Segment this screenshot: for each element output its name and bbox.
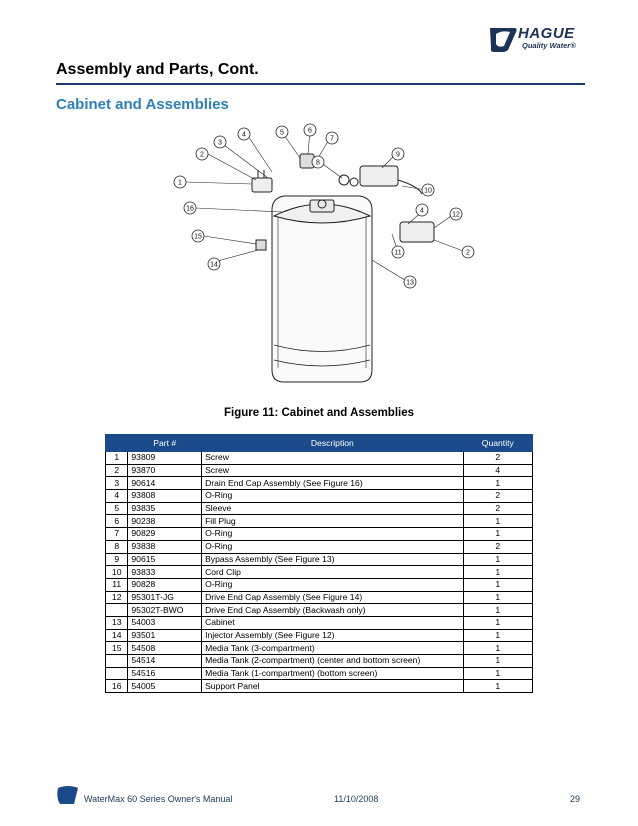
header-quantity: Quantity [463,435,532,452]
callout-label: 9 [396,151,400,159]
callout-label: 14 [210,261,218,269]
cell-description: Drive End Cap Assembly (See Figure 14) [202,591,464,604]
callout-label: 7 [330,135,334,143]
cell-item: 13 [106,616,128,629]
cell-item: 6 [106,515,128,528]
cell-part-number: 95302T-BWO [128,604,202,617]
cell-part-number: 54516 [128,667,202,680]
cell-quantity: 1 [463,680,532,693]
page-number: 29 [570,794,581,804]
cell-description: O-Ring [202,578,464,591]
table-row [106,655,533,668]
cell-part-number: 54005 [128,680,202,693]
table-row [106,578,533,591]
callout-label: 2 [200,151,204,159]
cell-item: 4 [106,490,128,503]
callout-label: 10 [424,187,432,195]
cell-description: Injector Assembly (See Figure 12) [202,629,464,642]
table-row [106,553,533,566]
table-row [106,477,533,490]
cell-part-number: 54508 [128,642,202,655]
table-row [106,515,533,528]
cell-item: 9 [106,553,128,566]
table-row [106,566,533,579]
header-description: Description [202,435,464,452]
section-title: Assembly and Parts, Cont. [56,61,259,78]
cell-quantity: 1 [463,477,532,490]
cell-part-number: 93835 [128,502,202,515]
cell-part-number: 54003 [128,616,202,629]
cell-description: Sleeve [202,502,464,515]
cell-quantity: 1 [463,629,532,642]
cell-quantity: 1 [463,578,532,591]
cell-part-number: 90828 [128,578,202,591]
callout-label: 1 [178,179,182,187]
table-row [106,452,533,465]
callout-label: 12 [452,211,460,219]
cell-quantity: 1 [463,515,532,528]
header-part-number: Part # [128,435,202,452]
cell-description: Cord Clip [202,566,464,579]
cell-description: Cabinet [202,616,464,629]
table-row [106,464,533,477]
table-header-row [106,435,533,452]
parts-table-body [106,452,533,693]
cell-description: O-Ring [202,528,464,541]
cell-quantity: 2 [463,540,532,553]
callout-label: 2 [466,249,470,257]
header-item [106,435,128,452]
cell-description: Drain End Cap Assembly (See Figure 16) [202,477,464,490]
parts-table [105,434,533,693]
cell-item: 15 [106,642,128,655]
cell-part-number: 93838 [128,540,202,553]
callout-label: 5 [280,129,284,137]
cell-quantity: 1 [463,604,532,617]
cell-quantity: 1 [463,616,532,629]
cell-quantity: 1 [463,591,532,604]
callout-label: 16 [186,205,194,213]
cell-item: 10 [106,566,128,579]
cell-description: Screw [202,464,464,477]
cell-description: Drive End Cap Assembly (Backwash only) [202,604,464,617]
table-row [106,540,533,553]
cell-description: Media Tank (3-compartment) [202,642,464,655]
cell-part-number: 93809 [128,452,202,465]
callout-label: 11 [394,249,402,257]
cell-description: O-Ring [202,490,464,503]
cell-item: 7 [106,528,128,541]
callout-label: 4 [242,131,246,139]
table-row [106,490,533,503]
logo-brand: HAGUE [518,25,575,42]
cell-item: 1 [106,452,128,465]
cell-quantity: 2 [463,490,532,503]
figure-caption: Figure 11: Cabinet and Assemblies [223,407,415,419]
table-row [106,502,533,515]
footer-manual-title: WaterMax 60 Series Owner's Manual [84,794,233,804]
cell-quantity: 1 [463,528,532,541]
callout-label: 4 [420,207,424,215]
callout-label: 6 [308,127,312,135]
cell-description: O-Ring [202,540,464,553]
subsection-title: Cabinet and Assemblies [56,96,229,113]
footer-date: 11/10/2008 [334,794,379,804]
cell-part-number: 90615 [128,553,202,566]
cell-part-number: 90829 [128,528,202,541]
callout-label: 15 [194,233,202,241]
table-row [106,616,533,629]
cell-item: 5 [106,502,128,515]
callout-label: 8 [316,159,320,167]
header-divider [56,83,585,85]
cabinet-assembly-diagram [172,120,482,400]
cell-description: Bypass Assembly (See Figure 13) [202,553,464,566]
callout-label: 3 [218,139,222,147]
cell-item: 3 [106,477,128,490]
cell-quantity: 1 [463,655,532,668]
cell-part-number: 93501 [128,629,202,642]
cell-quantity: 4 [463,464,532,477]
cell-part-number: 90614 [128,477,202,490]
cell-quantity: 1 [463,667,532,680]
cell-quantity: 1 [463,566,532,579]
cell-item [106,655,128,668]
cell-item: 2 [106,464,128,477]
table-row [106,680,533,693]
cell-quantity: 1 [463,553,532,566]
cell-item [106,604,128,617]
table-row [106,591,533,604]
table-row [106,642,533,655]
cell-quantity: 2 [463,502,532,515]
cell-part-number: 93833 [128,566,202,579]
cell-description: Screw [202,452,464,465]
cell-description: Support Panel [202,680,464,693]
table-row [106,528,533,541]
cell-description: Media Tank (2-compartment) (center and bottom screen) [202,655,464,668]
table-row [106,629,533,642]
table-row [106,667,533,680]
cell-part-number: 93870 [128,464,202,477]
table-row [106,604,533,617]
cell-item: 12 [106,591,128,604]
logo-tagline: Quality Water® [522,41,576,50]
cell-quantity: 2 [463,452,532,465]
cell-description: Media Tank (1-compartment) (bottom screen) [202,667,464,680]
cell-quantity: 1 [463,642,532,655]
cell-item: 16 [106,680,128,693]
cell-description: Fill Plug [202,515,464,528]
water-drop-icon [56,784,80,806]
callout-label: 13 [406,279,414,287]
cell-item: 8 [106,540,128,553]
cell-part-number: 54514 [128,655,202,668]
cell-part-number: 95301T-JG [128,591,202,604]
cell-item: 14 [106,629,128,642]
cell-part-number: 90238 [128,515,202,528]
cell-part-number: 93808 [128,490,202,503]
cell-item [106,667,128,680]
cell-item: 11 [106,578,128,591]
